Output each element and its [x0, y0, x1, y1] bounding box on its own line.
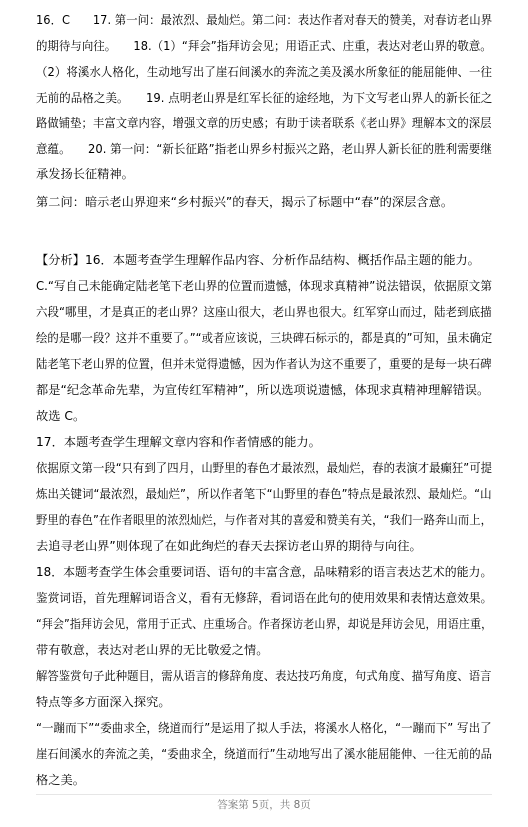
answer-text-line: 路做铺垫；丰富文章内容，增强文章的历史感；有助于读者联系《老山界》理解本文的深层	[36, 116, 492, 130]
analysis-text-line: “一蹦而下”“委曲求全，绕道而行”是运用了拟人手法，将溪水人格化，“一蹦而下” 写出了	[36, 721, 492, 735]
analysis-text-line: 格之美。	[36, 773, 85, 787]
answer-text-line: 意蕴。 20. 第一问：“新长征路”指老山界乡村振兴之路，老山界人新长征的胜利需要继	[36, 142, 492, 156]
analysis-text-line: 带有敬意，表达对老山界的无比敬爱之情。	[36, 643, 269, 657]
analysis-text-line: 绘的是哪一段？这并不重要了。”“或者应该说，三块碑石标示的，都是真的”可知，虽未确定	[36, 331, 493, 345]
analysis-text-line: 解答鉴赏句子此种题目，需从语言的修辞角度、表达技巧角度，句式角度、描写角度、语言	[36, 669, 492, 683]
analysis-text-line: 去追寻老山界”则体现了在如此绚烂的春天去探访老山界的期待与向往。	[36, 539, 422, 553]
analysis-text-line: 炼出关键词“最浓烈，最灿烂”，所以作者笔下“山野里的春色”特点是最浓烈、最灿烂。“山	[36, 487, 492, 501]
answer-text-line: （2）将溪水人格化，生动地写出了崖石间溪水的奔流之美及溪水所象征的能屈能伸、一往	[36, 65, 493, 79]
answer-text-line: 16．C 17. 第一问：最浓烈、最灿烂。第二问：表达作者对春天的赞美，对春访老山界	[36, 13, 493, 27]
analysis-text-line: 18．本题考查学生体会重要词语、语句的丰富含意，品味精彩的语言表达艺术的能力。	[36, 565, 493, 579]
analysis-text-line: 都是“纪念革命先辈，为宣传红军精神”，所以选项说遗憾，体现求真精神理解错误。	[36, 383, 490, 397]
footer-divider	[36, 794, 492, 795]
answer-text-line: 承发扬长征精神。	[36, 167, 134, 181]
analysis-text-line: 陆老笔下老山界的位置，但并未觉得遗憾，因为作者认为这不重要了，重要的是每一块石碑	[36, 357, 492, 371]
answer-text-line: 无前的品格之美。 19. 点明老山界是红军长征的途经地，为下文写老山界人的新长征之	[36, 91, 493, 105]
analysis-text-line: 【分析】16．本题考查学生理解作品内容、分析作品结构、概括作品主题的能力。	[36, 253, 480, 267]
analysis-text-line: 依据原文第一段“只有到了四月，山野里的春色才最浓烈，最灿烂，春的表演才最癫狂”可提	[36, 461, 492, 475]
analysis-text-line: 野里的春色”在作者眼里的浓烈灿烂，与作者对其的喜爱和赞美有关，“我们一路奔山而上，	[36, 513, 492, 527]
analysis-text-line: 特点等多方面深入探究。	[36, 695, 171, 709]
analysis-text-line: 故选 C。	[36, 409, 86, 423]
answer-text-line: 第二问：暗示老山界迎来“乡村振兴”的春天，揭示了标题中“春”的深层含意。	[36, 195, 454, 209]
answer-text-line: 的期待与向往。 18.（1）“拜会”指拜访会见；用语正式、庄重，表达对老山界的敬意。	[36, 39, 492, 53]
analysis-text-line: 崖石间溪水的奔流之美，“委曲求全，绕道而行”生动地写出了溪水能屈能伸、一往无前的品	[36, 747, 492, 761]
analysis-text-line: C.“写自己未能确定陆老笔下老山界的位置而遗憾，体现求真精神”说法错误，依据原文第	[36, 279, 493, 293]
page-footer: 答案第 5页，共 8页	[217, 799, 311, 811]
analysis-text-line: 六段“哪里，才是真正的老山界？这座山很大，老山界也很大。红军穿山而过，陆老到底描	[36, 305, 492, 319]
analysis-text-line: “拜会”指拜访会见，常用于正式、庄重场合。作者探访老山界，却说是拜访会见，用语庄重，	[36, 617, 493, 631]
analysis-text-line: 17．本题考查学生理解文章内容和作者情感的能力。	[36, 435, 321, 449]
analysis-text-line: 鉴赏词语，首先理解词语含义，看有无修辞，看词语在此句的使用效果和表情达意效果。	[36, 591, 493, 605]
